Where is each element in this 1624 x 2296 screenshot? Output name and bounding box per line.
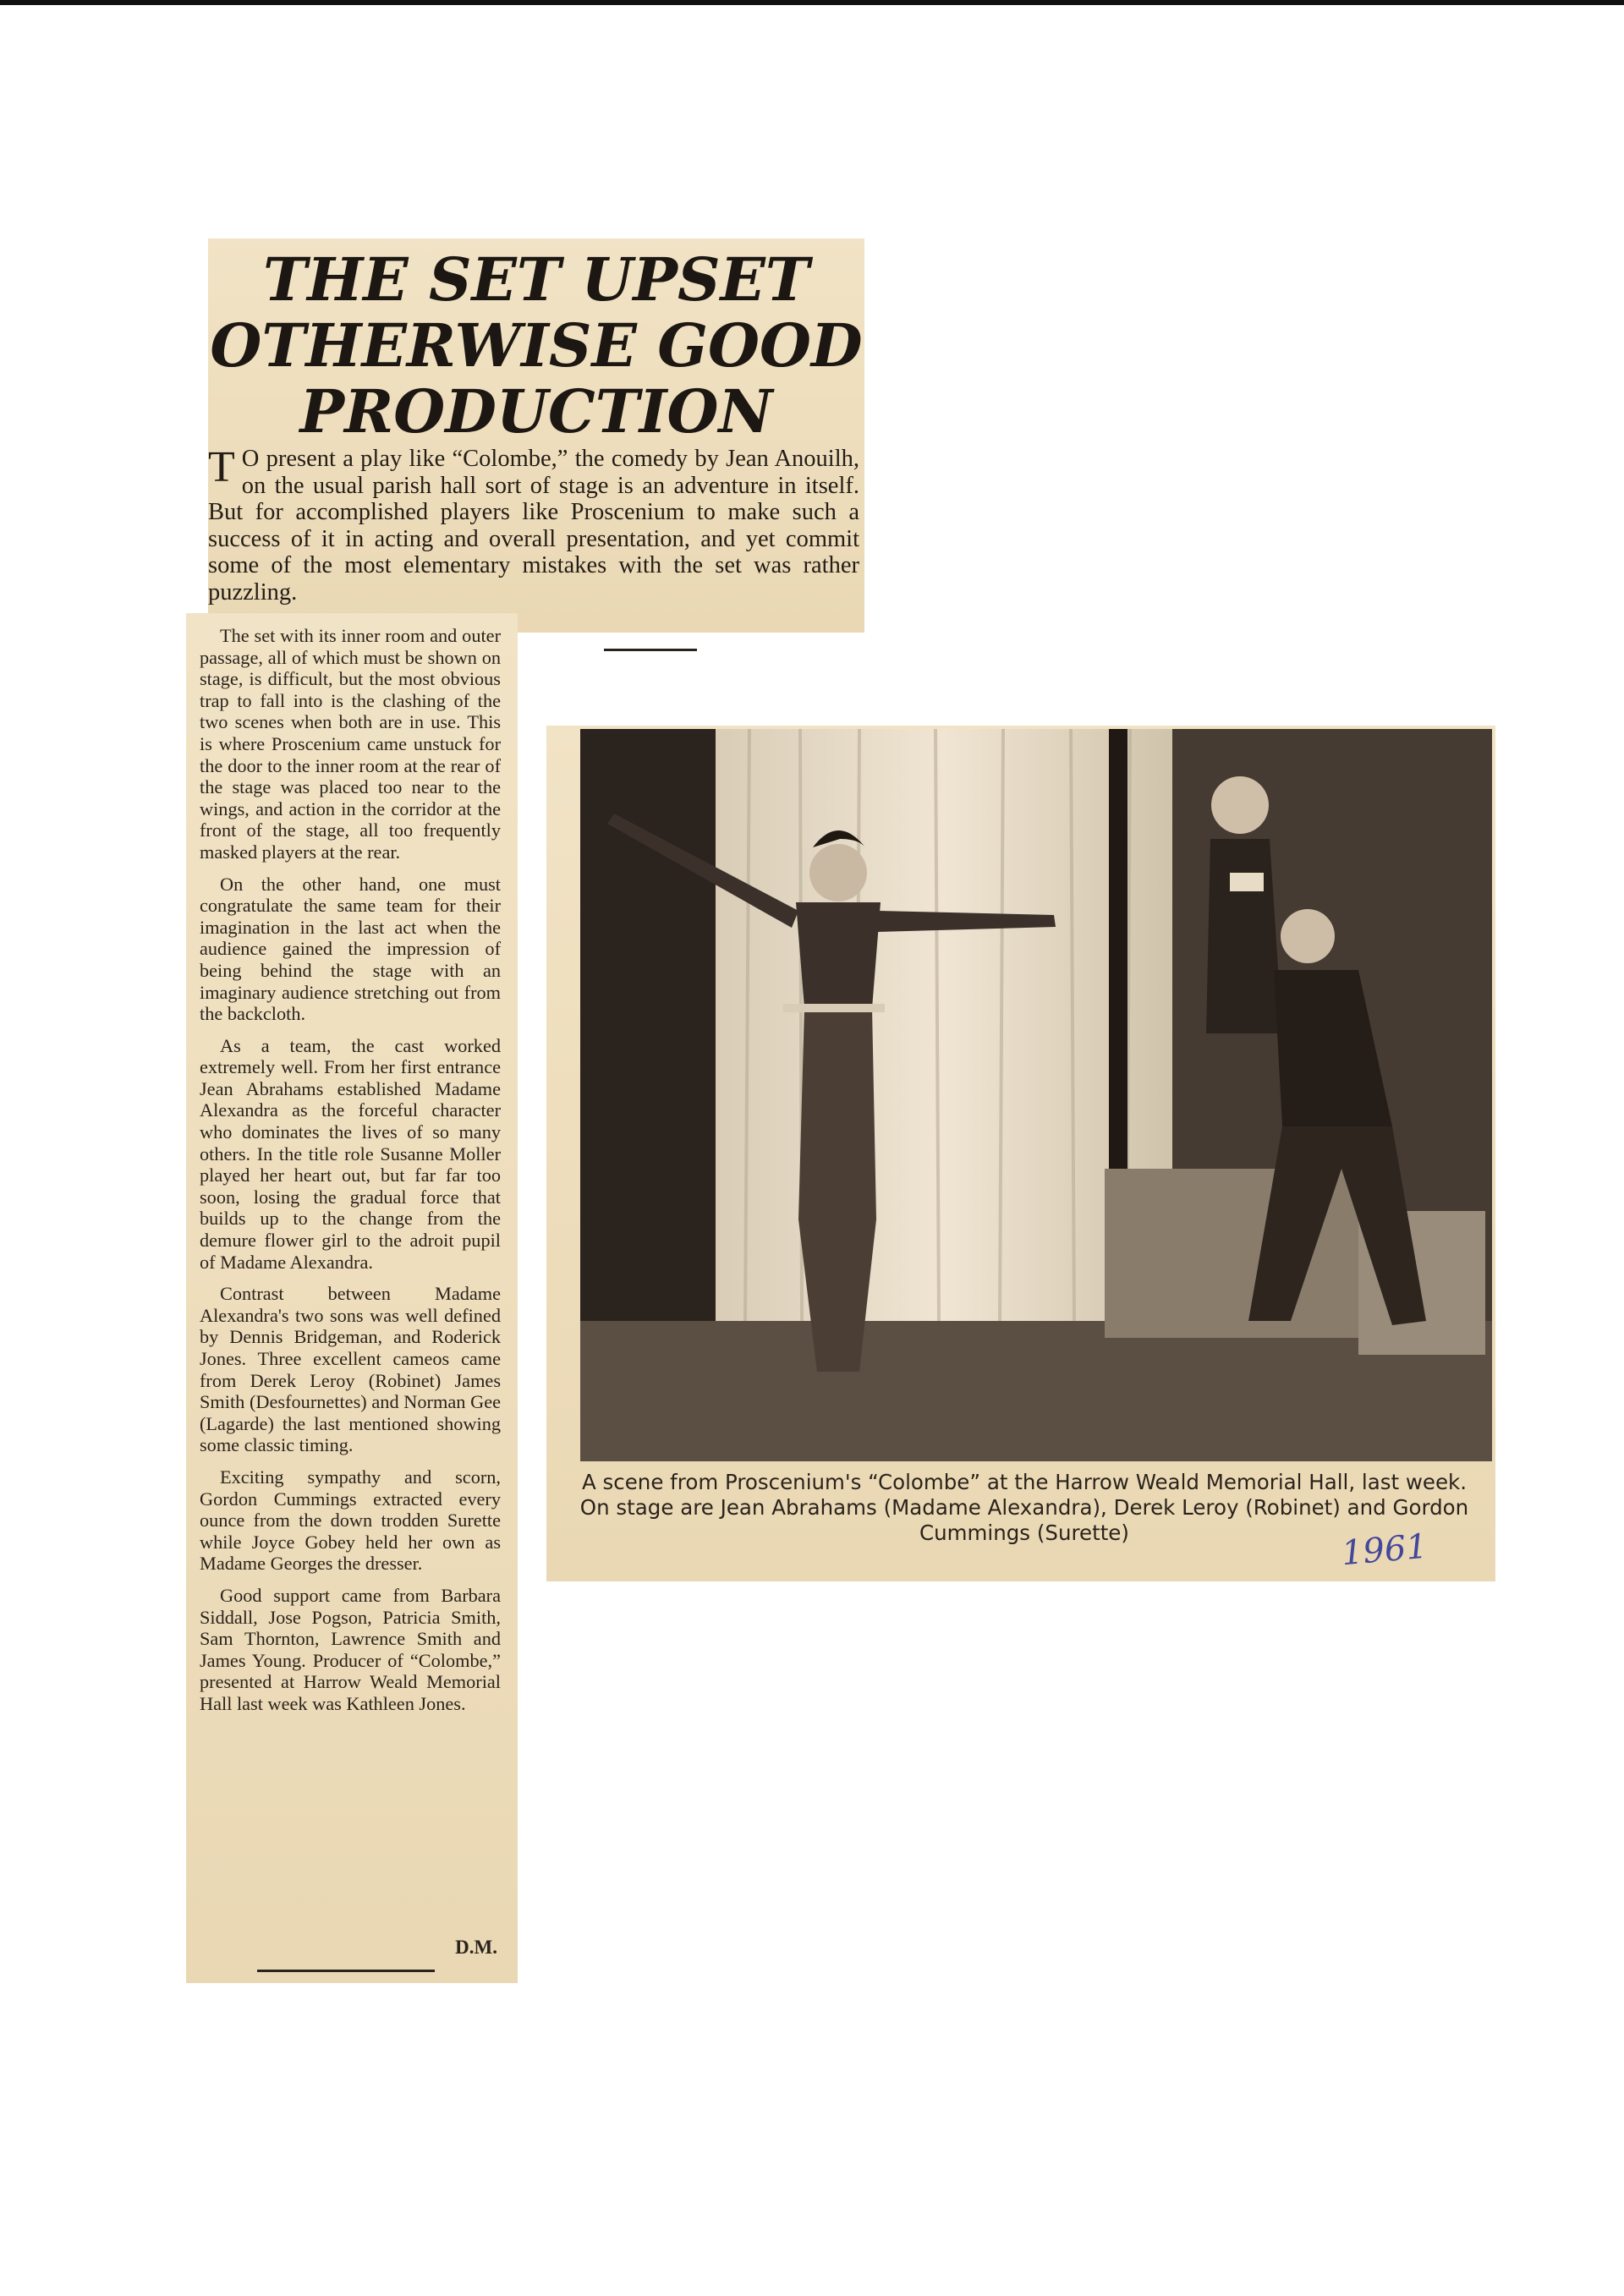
body-column-clipping — [186, 613, 518, 1983]
end-divider — [257, 1970, 435, 1972]
article-body — [200, 625, 501, 1725]
scan-top-edge — [0, 0, 1624, 5]
article-byline: D.M. — [455, 1937, 497, 1958]
body-paragraph: Good support came from Barbara Siddall, Jose Pogson, Patricia Smith, Sam Thornton, Lawrence Smith and James Young. Producer of “Colombe,” presented at Harrow Weald Memorial Hall last week was Kathleen Jones. — [200, 1584, 501, 1714]
stage-scene-illustration — [580, 729, 1492, 1461]
photo-caption: A scene from Proscenium's “Colombe” at the Harrow Weald Memorial Hall, last week. On stage are Jean Abrahams (Madame Alexandra), Derek Leroy (Robinet) and Gordon Cummings (Surette) — [579, 1470, 1469, 1545]
handwritten-year-annotation: 1961 — [1340, 1526, 1429, 1574]
photo-clipping — [546, 726, 1495, 1581]
lead-text: O present a play like “Colombe,” the comedy by Jean Anouilh, on the usual parish hall sort of stage is an adventure in itself. But for accomplished players like Proscenium to make such a success of it in acting and overall presentation, and yet commit some of the most elementary mistakes with the set was rather puzzling. — [208, 446, 859, 606]
article-headline: THE SET UPSET OTHERWISE GOOD PRODUCTION — [210, 244, 863, 447]
body-paragraph: On the other hand, one must congratulate the same team for their imagination in the last act when the audience gained the impression of being behind the stage with an imaginary audience stretching out from the backcloth. — [200, 873, 501, 1025]
drop-cap: T — [208, 443, 235, 491]
stage-photograph — [580, 729, 1492, 1461]
lead-divider — [604, 649, 697, 651]
body-paragraph: Contrast between Madame Alexandra's two sons was well defined by Dennis Bridgeman, and Roderick Jones. Three excellent cameos came from Derek Leroy (Robinet) James Smith (Desfournettes) and Norman Gee (Lagarde) the last mentioned showing some classic timing. — [200, 1283, 501, 1456]
body-paragraph: Exciting sympathy and scorn, Gordon Cummings extracted every ounce from the down trodden Surette while Joyce Gobey held her own as Madame Georges the dresser. — [200, 1466, 501, 1575]
body-paragraph: The set with its inner room and outer passage, all of which must be shown on stage, is difficult, but the most obvious trap to fall into is the clashing of the two scenes when both are in use. This is where Proscenium came unstuck for the door to the inner room at the rear of the stage was placed too near to the wings, and action in the corridor at the front of the stage, all too frequently masked players at the rear. — [200, 625, 501, 863]
lead-paragraph — [208, 443, 859, 606]
headline-clipping — [208, 238, 864, 633]
body-paragraph: As a team, the cast worked extremely well. From her first entrance Jean Abrahams established Madame Alexandra as the forceful character who dominates the lives of so many others. In the title role Susanne Moller played her heart out, but far far too soon, losing the gradual force that builds up to the change from the demure flower girl to the adroit pupil of Madame Alexandra. — [200, 1034, 501, 1273]
